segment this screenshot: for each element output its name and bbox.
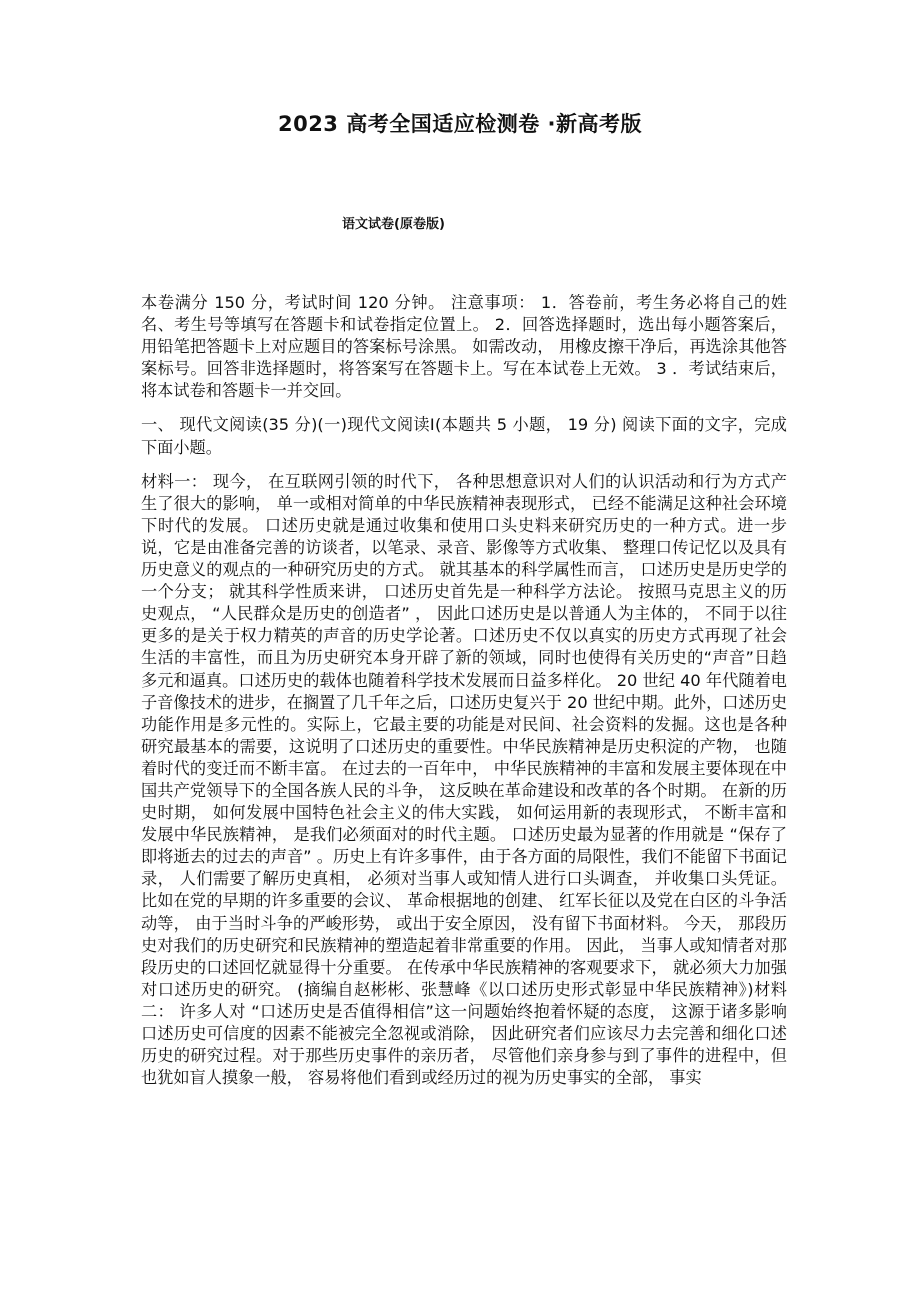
document-title: 2023 高考全国适应检测卷 ·新高考版 (277, 112, 643, 136)
document-body (141, 292, 787, 1089)
reading-material-paragraph: 材料一： 现今， 在互联网引领的时代下， 各种思想意识对人们的认识活动和行为方式产生了很大的影响， 单一或相对简单的中华民族精神表现形式， 已经不能满足这种社会环境下时代的发展。 口述历史就是通过收集和使用口头史料来研究历史的一种方式。进一步说，它是由准备完善的访谈者，以笔录、录音、影像等方式收集、 整理口传记忆以及具有历史意义的观点的一种研究历史的方式。 就其基本的科学属性而言， 口述历史是历史学的一个分支； 就其科学性质来讲， 口述历史首先是一种科学方法论。 按照马克思主义的历史观点， “人民群众是历史的创造者” ， 因此口述历史是以普通人为主体的， 不同于以往更多的是关于权力精英的声音的历史学论著。口述历史不仅以真实的历史方式再现了社会生活的丰富性，而且为历史研究本身开辟了新的领域，同时也使得有关历史的“声音”日趋多元和逼真。口述历史的载体也随着科学技术发展而日益多样化。 20 世纪 40 年代随着电子音像技术的进步，在搁置了几千年之后，口述历史复兴于 20 世纪中期。此外，口述历史功能作用是多元性的。实际上，它最主要的功能是对民间、社会资料的发掘。这也是各种研究最基本的需要，这说明了口述历史的重要性。中华民族精神是历史积淀的产物， 也随着时代的变迁而不断丰富。 在过去的一百年中， 中华民族精神的丰富和发展主要体现在中国共产党领导下的全国各族人民的斗争， 这反映在革命建设和改革的各个时期。 在新的历史时期， 如何发展中国特色社会主义的伟大实践， 如何运用新的表现形式， 不断丰富和发展中华民族精神， 是我们必须面对的时代主题。 口述历史最为显著的作用就是 “保存了即将逝去的过去的声音” 。历史上有许多事件，由于各方面的局限性，我们不能留下书面记录， 人们需要了解历史真相， 必须对当事人或知情人进行口头调查， 并收集口头凭证。 比如在党的早期的许多重要的会议、 革命根据地的创建、 红军长征以及党在白区的斗争活动等， 由于当时斗争的严峻形势， 或出于安全原因， 没有留下书面材料。 今天， 那段历史对我们的历史研究和民族精神的塑造起着非常重要的作用。 因此， 当事人或知情者对那段历史的口述回忆就显得十分重要。 在传承中华民族精神的客观要求下， 就必须大力加强对口述历史的研究。 (摘编自赵彬彬、张慧峰《以口述历史形式彰显中华民族精神》)材料二： 许多人对 “口述历史是否值得相信”这一问题始终抱着怀疑的态度， 这源于诸多影响口述历史可信度的因素不能被完全忽视或消除， 因此研究者们应该尽力去完善和细化口述历史的研究过程。对于那些历史事件的亲历者， 尽管他们亲身参与到了事件的进程中，但也犹如盲人摸象一般， 容易将他们看到或经历过的视为历史事实的全部， 事实 (141, 471, 788, 1088)
document-subtitle: 语文试卷(原卷版) (342, 217, 445, 232)
exam-instructions-paragraph: 本卷满分 150 分，考试时间 120 分钟。 注意事项： 1．答卷前，考生务必将自己的姓名、考生号等填写在答题卡和试卷指定位置上。 2．回答选择题时，选出每小题答案后， 用铅笔把答题卡上对应题目的答案标号涂黑。 如需改动， 用橡皮擦干净后，再选涂其他答案标号。回答非选择题时，将答案写在答题卡上。写在本试卷上无效。 3 ．考试结束后，将本试卷和答题卡一并交回。 (141, 293, 787, 401)
section-heading-paragraph: 一、 现代文阅读(35 分)(一)现代文阅读Ⅰ(本题共 5 小题， 19 分) 阅读下面的文字，完成下面小题。 (141, 415, 787, 457)
